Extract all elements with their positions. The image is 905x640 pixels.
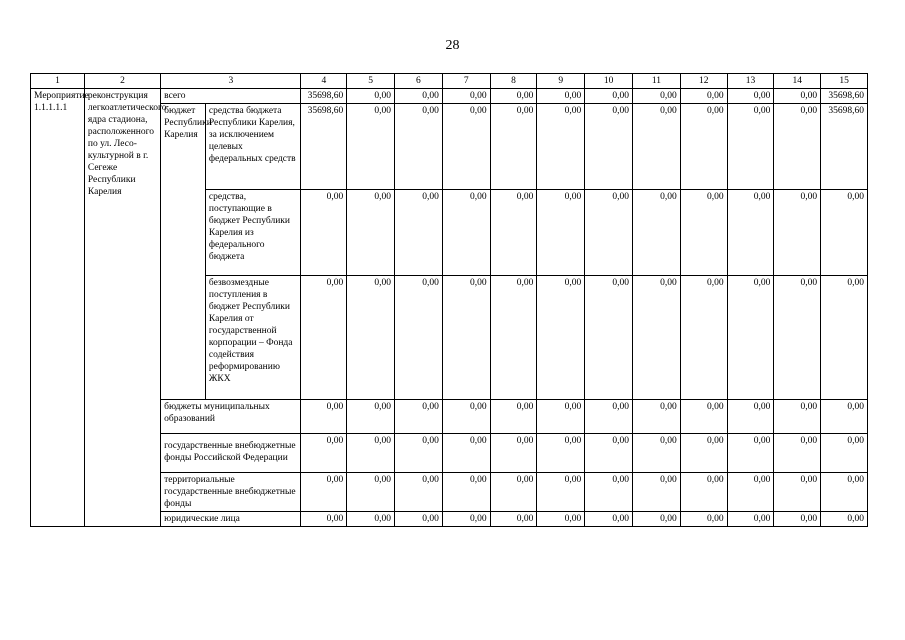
value-cell: 0,00 [442,89,490,104]
value-cell: 0,00 [727,434,774,473]
row-label: государственные внебюджетные фонды Российской Федерации [161,434,301,473]
value-cell: 0,00 [395,400,443,434]
value-cell: 0,00 [442,190,490,276]
header-cell: 10 [585,74,633,89]
value-cell: 0,00 [680,104,727,190]
value-cell: 0,00 [680,512,727,527]
row-label: бюджеты муниципальных образований [161,400,301,434]
header-cell: 13 [727,74,774,89]
value-cell: 0,00 [633,434,681,473]
value-cell: 0,00 [774,434,821,473]
measure-cell: Мероприятие 1.1.1.1.1 [31,89,85,527]
value-cell: 0,00 [347,104,395,190]
value-cell: 35698,60 [821,89,868,104]
header-cell: 3 [161,74,301,89]
value-cell: 0,00 [442,104,490,190]
value-cell: 0,00 [821,434,868,473]
value-cell: 0,00 [774,400,821,434]
value-cell: 0,00 [301,434,347,473]
header-row [31,74,868,89]
value-cell: 0,00 [774,89,821,104]
value-cell: 0,00 [395,104,443,190]
value-cell: 35698,60 [301,89,347,104]
value-cell: 0,00 [585,512,633,527]
value-cell: 0,00 [442,434,490,473]
header-cell: 1 [31,74,85,89]
value-cell: 0,00 [821,276,868,400]
value-cell: 0,00 [490,473,537,512]
value-cell: 0,00 [680,89,727,104]
value-cell: 0,00 [490,400,537,434]
value-cell: 0,00 [442,473,490,512]
value-cell: 0,00 [821,512,868,527]
header-cell: 4 [301,74,347,89]
header-cell: 7 [442,74,490,89]
value-cell: 0,00 [633,512,681,527]
value-cell: 0,00 [585,190,633,276]
budget-table [30,73,868,527]
value-cell: 0,00 [774,473,821,512]
value-cell: 0,00 [774,104,821,190]
value-cell: 0,00 [633,190,681,276]
value-cell: 0,00 [301,400,347,434]
value-cell: 0,00 [490,190,537,276]
value-cell: 0,00 [633,276,681,400]
value-cell: 0,00 [395,276,443,400]
value-cell: 0,00 [490,89,537,104]
value-cell: 0,00 [633,89,681,104]
header-cell: 5 [347,74,395,89]
value-cell: 0,00 [633,473,681,512]
value-cell: 0,00 [395,434,443,473]
value-cell: 0,00 [395,89,443,104]
value-cell: 0,00 [774,190,821,276]
value-cell: 0,00 [490,512,537,527]
value-cell: 0,00 [537,400,585,434]
value-cell: 0,00 [537,276,585,400]
value-cell: 0,00 [727,473,774,512]
value-cell: 0,00 [537,104,585,190]
row-label: территориальные государственные внебюджетные фонды [161,473,301,512]
value-cell: 0,00 [821,400,868,434]
value-cell: 0,00 [585,89,633,104]
value-cell: 0,00 [537,190,585,276]
value-cell: 0,00 [727,104,774,190]
value-cell: 0,00 [347,190,395,276]
value-cell: 0,00 [537,89,585,104]
value-cell: 0,00 [301,512,347,527]
value-cell: 0,00 [347,434,395,473]
description-cell: реконструкция легкоатлетического ядра стадиона, расположенного по ул. Лесо-культурной в г. Сегеже Республики Карелия [84,89,160,527]
value-cell: 0,00 [490,104,537,190]
value-cell: 0,00 [347,400,395,434]
row-label: средства, поступающие в бюджет Республики Карелия из федерального бюджета [205,190,301,276]
value-cell: 0,00 [633,104,681,190]
value-cell: 35698,60 [821,104,868,190]
value-cell: 0,00 [347,512,395,527]
value-cell: 0,00 [347,276,395,400]
value-cell: 0,00 [442,400,490,434]
value-cell: 0,00 [490,276,537,400]
value-cell: 0,00 [395,512,443,527]
value-cell: 0,00 [680,400,727,434]
value-cell: 0,00 [680,473,727,512]
value-cell: 0,00 [727,400,774,434]
value-cell: 0,00 [585,473,633,512]
header-cell: 15 [821,74,868,89]
value-cell: 0,00 [537,512,585,527]
value-cell: 35698,60 [301,104,347,190]
value-cell: 0,00 [585,434,633,473]
value-cell: 0,00 [727,190,774,276]
value-cell: 0,00 [585,400,633,434]
header-cell: 8 [490,74,537,89]
value-cell: 0,00 [774,276,821,400]
header-cell: 14 [774,74,821,89]
value-cell: 0,00 [301,276,347,400]
value-cell: 0,00 [395,190,443,276]
value-cell: 0,00 [301,190,347,276]
header-cell: 12 [680,74,727,89]
value-cell: 0,00 [680,434,727,473]
value-cell: 0,00 [490,434,537,473]
value-cell: 0,00 [680,190,727,276]
value-cell: 0,00 [537,434,585,473]
value-cell: 0,00 [633,400,681,434]
value-cell: 0,00 [347,473,395,512]
header-cell: 11 [633,74,681,89]
table-row [31,89,868,104]
value-cell: 0,00 [537,473,585,512]
value-cell: 0,00 [442,276,490,400]
group-cell: бюджет Республики Карелия [161,104,206,400]
value-cell: 0,00 [585,104,633,190]
row-label: безвозмездные поступления в бюджет Республики Карелия от государственной корпорации – Фонда содействия реформированию ЖКХ [205,276,301,400]
value-cell: 0,00 [585,276,633,400]
row-label: всего [161,89,301,104]
value-cell: 0,00 [774,512,821,527]
value-cell: 0,00 [727,276,774,400]
value-cell: 0,00 [395,473,443,512]
header-cell: 2 [84,74,160,89]
row-label: средства бюджета Республики Карелия, за исключением целевых федеральных средств [205,104,301,190]
page-number: 28 [445,38,460,53]
value-cell: 0,00 [821,190,868,276]
row-label: юридические лица [161,512,301,527]
value-cell: 0,00 [727,512,774,527]
header-cell: 9 [537,74,585,89]
value-cell: 0,00 [347,89,395,104]
header-cell: 6 [395,74,443,89]
value-cell: 0,00 [442,512,490,527]
value-cell: 0,00 [821,473,868,512]
value-cell: 0,00 [727,89,774,104]
value-cell: 0,00 [680,276,727,400]
value-cell: 0,00 [301,473,347,512]
